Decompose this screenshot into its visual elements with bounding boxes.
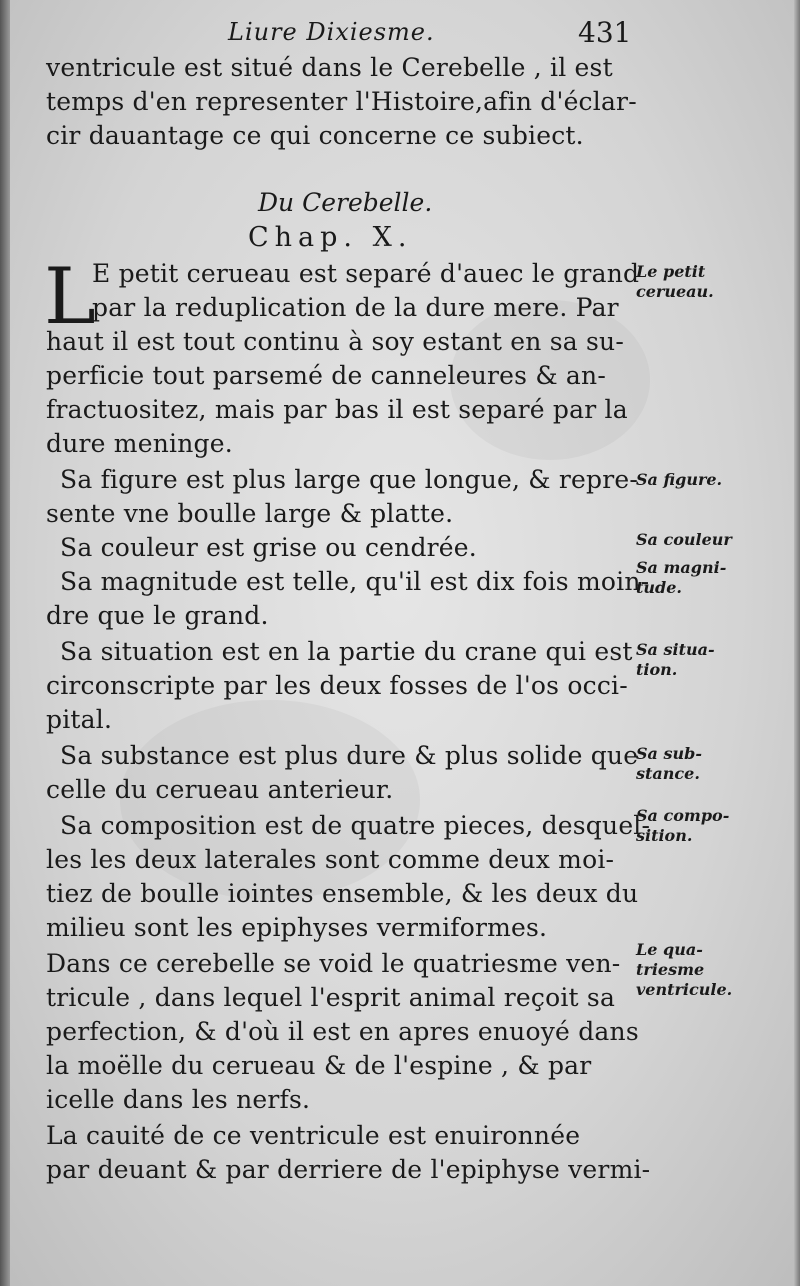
body-line: la moëlle du cerueau & de l'espine , & par <box>46 1051 592 1080</box>
body-line: haut il est tout continu à soy estant en sa su- <box>46 327 624 356</box>
body-line: pital. <box>46 705 113 734</box>
body-line: par deuant & par derriere de l'epiphyse vermi- <box>46 1155 651 1184</box>
body-line: circonscripte par les deux fosses de l'os occi- <box>46 671 628 700</box>
body-line: Sa substance est plus dure & plus solide que <box>60 741 639 770</box>
margin-note: Sa magni- tude. <box>636 558 727 597</box>
chapter-label: Chap. X. <box>248 222 413 253</box>
page-number: 431 <box>578 16 632 49</box>
drop-cap: L <box>44 252 96 342</box>
page-edge-right <box>794 0 800 1286</box>
body-line: Sa composition est de quatre pieces, desquel- <box>60 811 651 840</box>
body-line: les les deux laterales sont comme deux moi- <box>46 845 615 874</box>
body-line: dre que le grand. <box>46 601 269 630</box>
margin-note: Sa couleur <box>636 530 732 549</box>
margin-note: Sa figure. <box>636 470 723 489</box>
body-line: tricule , dans lequel l'esprit animal reçoit sa <box>46 983 616 1012</box>
intro-line: ventricule est situé dans le Cerebelle , il est <box>46 53 613 82</box>
body-line: tiez de boulle iointes ensemble, & les deux du <box>46 879 639 908</box>
body-line: Sa figure est plus large que longue, & repre- <box>60 465 639 494</box>
margin-note: Sa compo- sition. <box>636 806 730 845</box>
body-line: dure meninge. <box>46 429 233 458</box>
page-header <box>0 18 800 54</box>
body-line: E petit cerueau est separé d'auec le grand <box>92 259 640 288</box>
body-line: Dans ce cerebelle se void le quatriesme ven- <box>46 949 621 978</box>
margin-note: Le petit cerueau. <box>636 262 714 301</box>
body-line: milieu sont les epiphyses vermiformes. <box>46 913 548 942</box>
page-edge-left <box>0 0 10 1286</box>
intro-line: temps d'en representer l'Histoire,afin d'éclar- <box>46 87 637 116</box>
margin-note: Le qua- triesme ventricule. <box>636 940 733 999</box>
body-line: perficie tout parsemé de canneleures & an- <box>46 361 606 390</box>
running-head: Liure Dixiesme. <box>228 18 435 46</box>
body-line: Sa situation est en la partie du crane qui est <box>60 637 633 666</box>
body-line: Sa couleur est grise ou cendrée. <box>60 533 477 562</box>
body-line: La cauité de ce ventricule est enuironnée <box>46 1121 581 1150</box>
intro-line: cir dauantage ce qui concerne ce subiect. <box>46 121 584 150</box>
body-line: sente vne boulle large & platte. <box>46 499 454 528</box>
body-line: icelle dans les nerfs. <box>46 1085 311 1114</box>
margin-note: Sa situa- tion. <box>636 640 715 679</box>
body-line: perfection, & d'où il est en apres enuoyé dans <box>46 1017 639 1046</box>
margin-note: Sa sub- stance. <box>636 744 702 783</box>
chapter-title: Du Cerebelle. <box>258 188 433 217</box>
body-line: celle du cerueau anterieur. <box>46 775 394 804</box>
body-line: par la reduplication de la dure mere. Par <box>92 293 619 322</box>
body-line: fractuositez, mais par bas il est separé par la <box>46 395 628 424</box>
body-line: Sa magnitude est telle, qu'il est dix fois moin- <box>60 567 650 596</box>
